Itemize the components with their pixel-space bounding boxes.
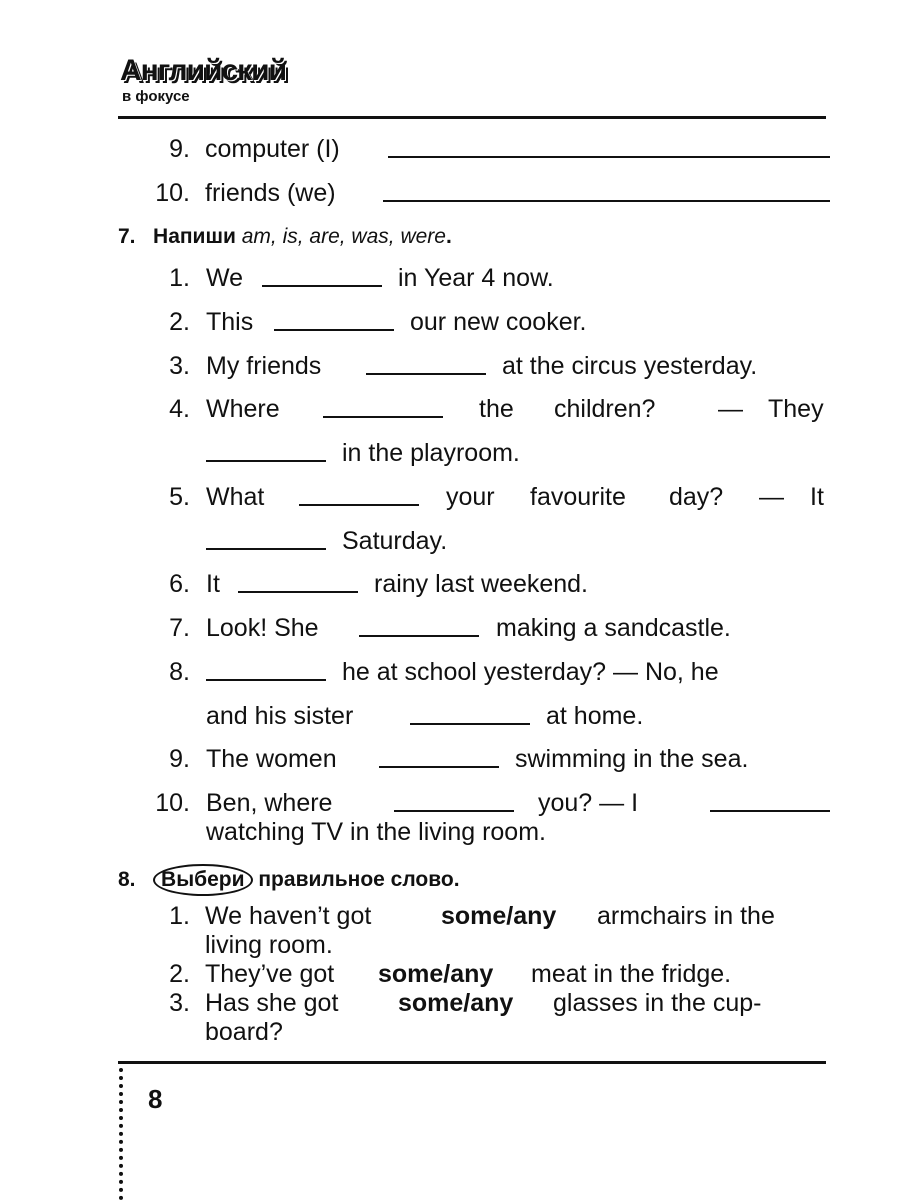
item-text-c: children?: [554, 395, 656, 423]
item-number: 9.: [169, 135, 190, 163]
exercise-item-text: [205, 134, 340, 164]
item-number: 10.: [155, 179, 190, 207]
item-text-d: —: [718, 395, 743, 423]
item-text-a: The women: [206, 745, 337, 773]
item-text-c: watching TV in the living room.: [206, 818, 546, 846]
item-text-a: It: [206, 570, 220, 598]
exercise-number: 7.: [118, 225, 136, 248]
item-number: 3.: [169, 352, 190, 380]
item-number: 7.: [169, 614, 190, 642]
answer-blank[interactable]: [206, 548, 326, 550]
word-options: am, is, are, was, were: [241, 225, 446, 248]
exercise-number: 8.: [118, 868, 136, 891]
item-text-c: favourite: [530, 483, 626, 511]
item-text-b: rainy last weekend.: [374, 570, 589, 598]
item-prompt: friends (we): [205, 179, 336, 207]
item-text-b: armchairs in the: [597, 902, 775, 930]
item-text-a: My friends: [206, 352, 322, 380]
answer-blank[interactable]: [323, 416, 443, 418]
header-divider: [118, 116, 826, 119]
item-text-a: We haven’t got: [205, 902, 372, 930]
item-text-a: Look! She: [206, 614, 319, 642]
answer-blank[interactable]: [410, 723, 530, 725]
word-choice[interactable]: some/any: [378, 960, 494, 988]
item-number: 5.: [169, 483, 190, 511]
word-choice[interactable]: some/any: [441, 902, 557, 930]
answer-blank[interactable]: [379, 766, 499, 768]
book-logo: [120, 54, 287, 110]
answer-blank[interactable]: [394, 810, 514, 812]
logo-title: Английский: [120, 54, 287, 87]
answer-blank[interactable]: [238, 591, 358, 593]
item-text-a: We: [206, 264, 244, 292]
item-text-e: —: [759, 483, 784, 511]
answer-blank[interactable]: [274, 329, 394, 331]
answer-blank[interactable]: [359, 635, 479, 637]
item-text-d: day?: [669, 483, 724, 511]
item-text-b: you? — I: [538, 789, 639, 817]
page-number: 8: [148, 1084, 163, 1114]
item-text-c: at home.: [546, 702, 644, 730]
instruction: правильное слово.: [258, 868, 460, 891]
circled-instruction: Выбери: [153, 864, 253, 896]
item-text-b: glasses in the cup-: [553, 989, 762, 1017]
margin-dotted-line: [119, 1068, 123, 1200]
item-text-a: Where: [206, 395, 280, 423]
item-text-b: meat in the fridge.: [531, 960, 732, 988]
item-number: 2.: [169, 308, 190, 336]
answer-blank[interactable]: [262, 285, 382, 287]
item-number: 9.: [169, 745, 190, 773]
item-text-a: What: [206, 483, 265, 511]
item-number: 1.: [169, 264, 190, 292]
item-number: 4.: [169, 395, 190, 423]
item-text-b: the: [479, 395, 514, 423]
item-text-f: in the playroom.: [342, 439, 520, 467]
item-text-a: This: [206, 308, 254, 336]
item-number: 10.: [155, 789, 190, 817]
item-number: 6.: [169, 570, 190, 598]
answer-blank[interactable]: [366, 373, 486, 375]
instruction: Напиши: [153, 225, 236, 248]
item-text-b: making a sandcastle.: [496, 614, 731, 642]
item-text-b: swimming in the sea.: [515, 745, 749, 773]
item-text-c: board?: [205, 1018, 283, 1046]
item-number: 8.: [169, 658, 190, 686]
answer-blank[interactable]: [206, 460, 326, 462]
item-prompt: computer (I): [205, 135, 340, 163]
answer-blank[interactable]: [383, 200, 830, 202]
item-text-a: Ben, where: [206, 789, 333, 817]
item-number: 3.: [169, 989, 190, 1017]
item-text-a: he at school yesterday? — No, he: [342, 658, 719, 686]
answer-blank[interactable]: [299, 504, 419, 506]
heading-dot: .: [445, 225, 452, 248]
item-text-b: and his sister: [206, 702, 354, 730]
logo-subtitle: в фокусе: [122, 88, 190, 105]
item-number: 1.: [169, 902, 190, 930]
item-number: 2.: [169, 960, 190, 988]
item-text-b: your: [446, 483, 495, 511]
item-text-f: It: [810, 483, 824, 511]
item-text-a: Has she got: [205, 989, 339, 1017]
item-text-b: at the circus yesterday.: [502, 352, 758, 380]
item-text-b: in Year 4 now.: [398, 264, 554, 292]
exercise-heading: [118, 866, 460, 894]
answer-blank[interactable]: [710, 810, 830, 812]
item-text-g: Saturday.: [342, 527, 448, 555]
item-text-c: living room.: [205, 931, 333, 959]
exercise-item-text: [205, 178, 336, 208]
word-choice[interactable]: some/any: [398, 989, 514, 1017]
footer-divider: [118, 1061, 826, 1064]
item-text-e: They: [768, 395, 824, 423]
answer-blank[interactable]: [388, 156, 830, 158]
item-text-b: our new cooker.: [410, 308, 587, 336]
answer-blank[interactable]: [206, 679, 326, 681]
item-text-a: They’ve got: [205, 960, 335, 988]
exercise-heading: [118, 223, 452, 251]
